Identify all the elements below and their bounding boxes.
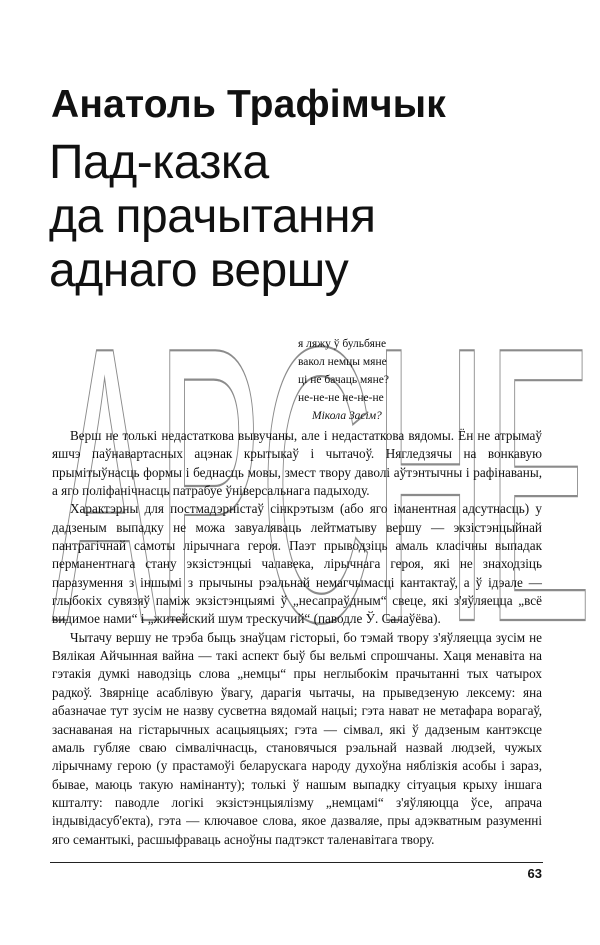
- epigraph-author: Мікола Засім?: [312, 410, 382, 422]
- epigraph: [298, 335, 408, 425]
- paragraph: Характэрны для постмадэрністаў сінкрэтызм (або яго іманентная адсутнасць) у дадзеным выпадку не можа завуаляваць лейтматыву вершу — экзістэнцыйнай пантрагічнай самоты лірычнага героя. Паэт прыводзіць амаль класічны выпадак перманентнага стану экзістэнцыі чалавека, лірычнага героя, які не знаходзіць паразумення з іншымі з прычыны рэальнай немагчымасці кантактаў, а ў ідэале — глыбокіх сувязяў паміж экзістэнцыямі ў „несапраўдным“ свеце, які з'яўляецца „всё видимое нами“ і „житейский шум трескучий“ (паводле Ў. Салаўёва).: [52, 501, 542, 627]
- paragraph: Верш не толькі недастаткова вывучаны, але і недастаткова вядомы. Ён не атрымаў яшчэ паўнавартасных ацэнак крытыкаў і чытачоў. Нягледзячы на вонкавую прымітыўнасць формы і беднасць мовы, змест твору даволі аўтэнтычны і рафінаваны, а яго поліфанічнасць патрабуе ўніверсальнага падыходу.: [52, 428, 542, 499]
- epigraph-line: вакол немцы мяне: [298, 356, 387, 368]
- author-name: Анатоль Трафімчык: [51, 83, 446, 126]
- article-body: [52, 427, 542, 849]
- title-line: аднаго вершу: [49, 244, 349, 297]
- footer-rule: [50, 862, 543, 863]
- epigraph-line: я ляжу ў бульбяне: [298, 338, 387, 350]
- page-number: 63: [527, 866, 542, 881]
- epigraph-line: не-не-не не-не-не: [298, 392, 384, 404]
- epigraph-line: ці не бачаць мяне?: [298, 374, 389, 386]
- article-title: [49, 136, 376, 298]
- paragraph: Чытачу вершу не трэба быць знаўцам гісторыі, бо тэмай твору з'яўляецца зусім не Вялікая Айчынная вайна — такі аспект быў бы вельмі спрошчаны. Хаця менавіта на гэтакія думкі наводзіць слова „немцы“ пры неглыбокім прачытанні тых чатырох радкоў. Звярніце асаблівую ўвагу, дарагія чытачы, на прыведзеную лексему: яна абазначае тут зусім не назву сусветна вядомай нацыі; гэта нават не метафара ворагаў, заснаваная на гістарычных асацыяцыях; гэта — сімвал, які ў дадзеным кантэксце амаль губляе сваю сімвалічнасць, становячыся рэальнай назвай людзей, чужых лірычнаму герою (у прастамоўі беларускага народу духоўна няблізкія асобы і зараз, бывае, маюць такую намінанту); толькі ў нашым выпадку сітуацыя крыху іншага кшталту: паводле логікі экзістэнцыялізму „немцамі“ з'яўляюцца ўсе, апрача індывідасуб'екта), гэта — ключавое слова, якое дазваляе, пры адэкватным разуменні яго семантыкі, расшыфраваць асноўны падтэкст таленавітага твору.: [52, 629, 542, 847]
- title-line: да прачытання: [49, 190, 376, 243]
- title-line: Пад-казка: [49, 136, 269, 189]
- watermark-text: АРСНЕ: [52, 266, 592, 635]
